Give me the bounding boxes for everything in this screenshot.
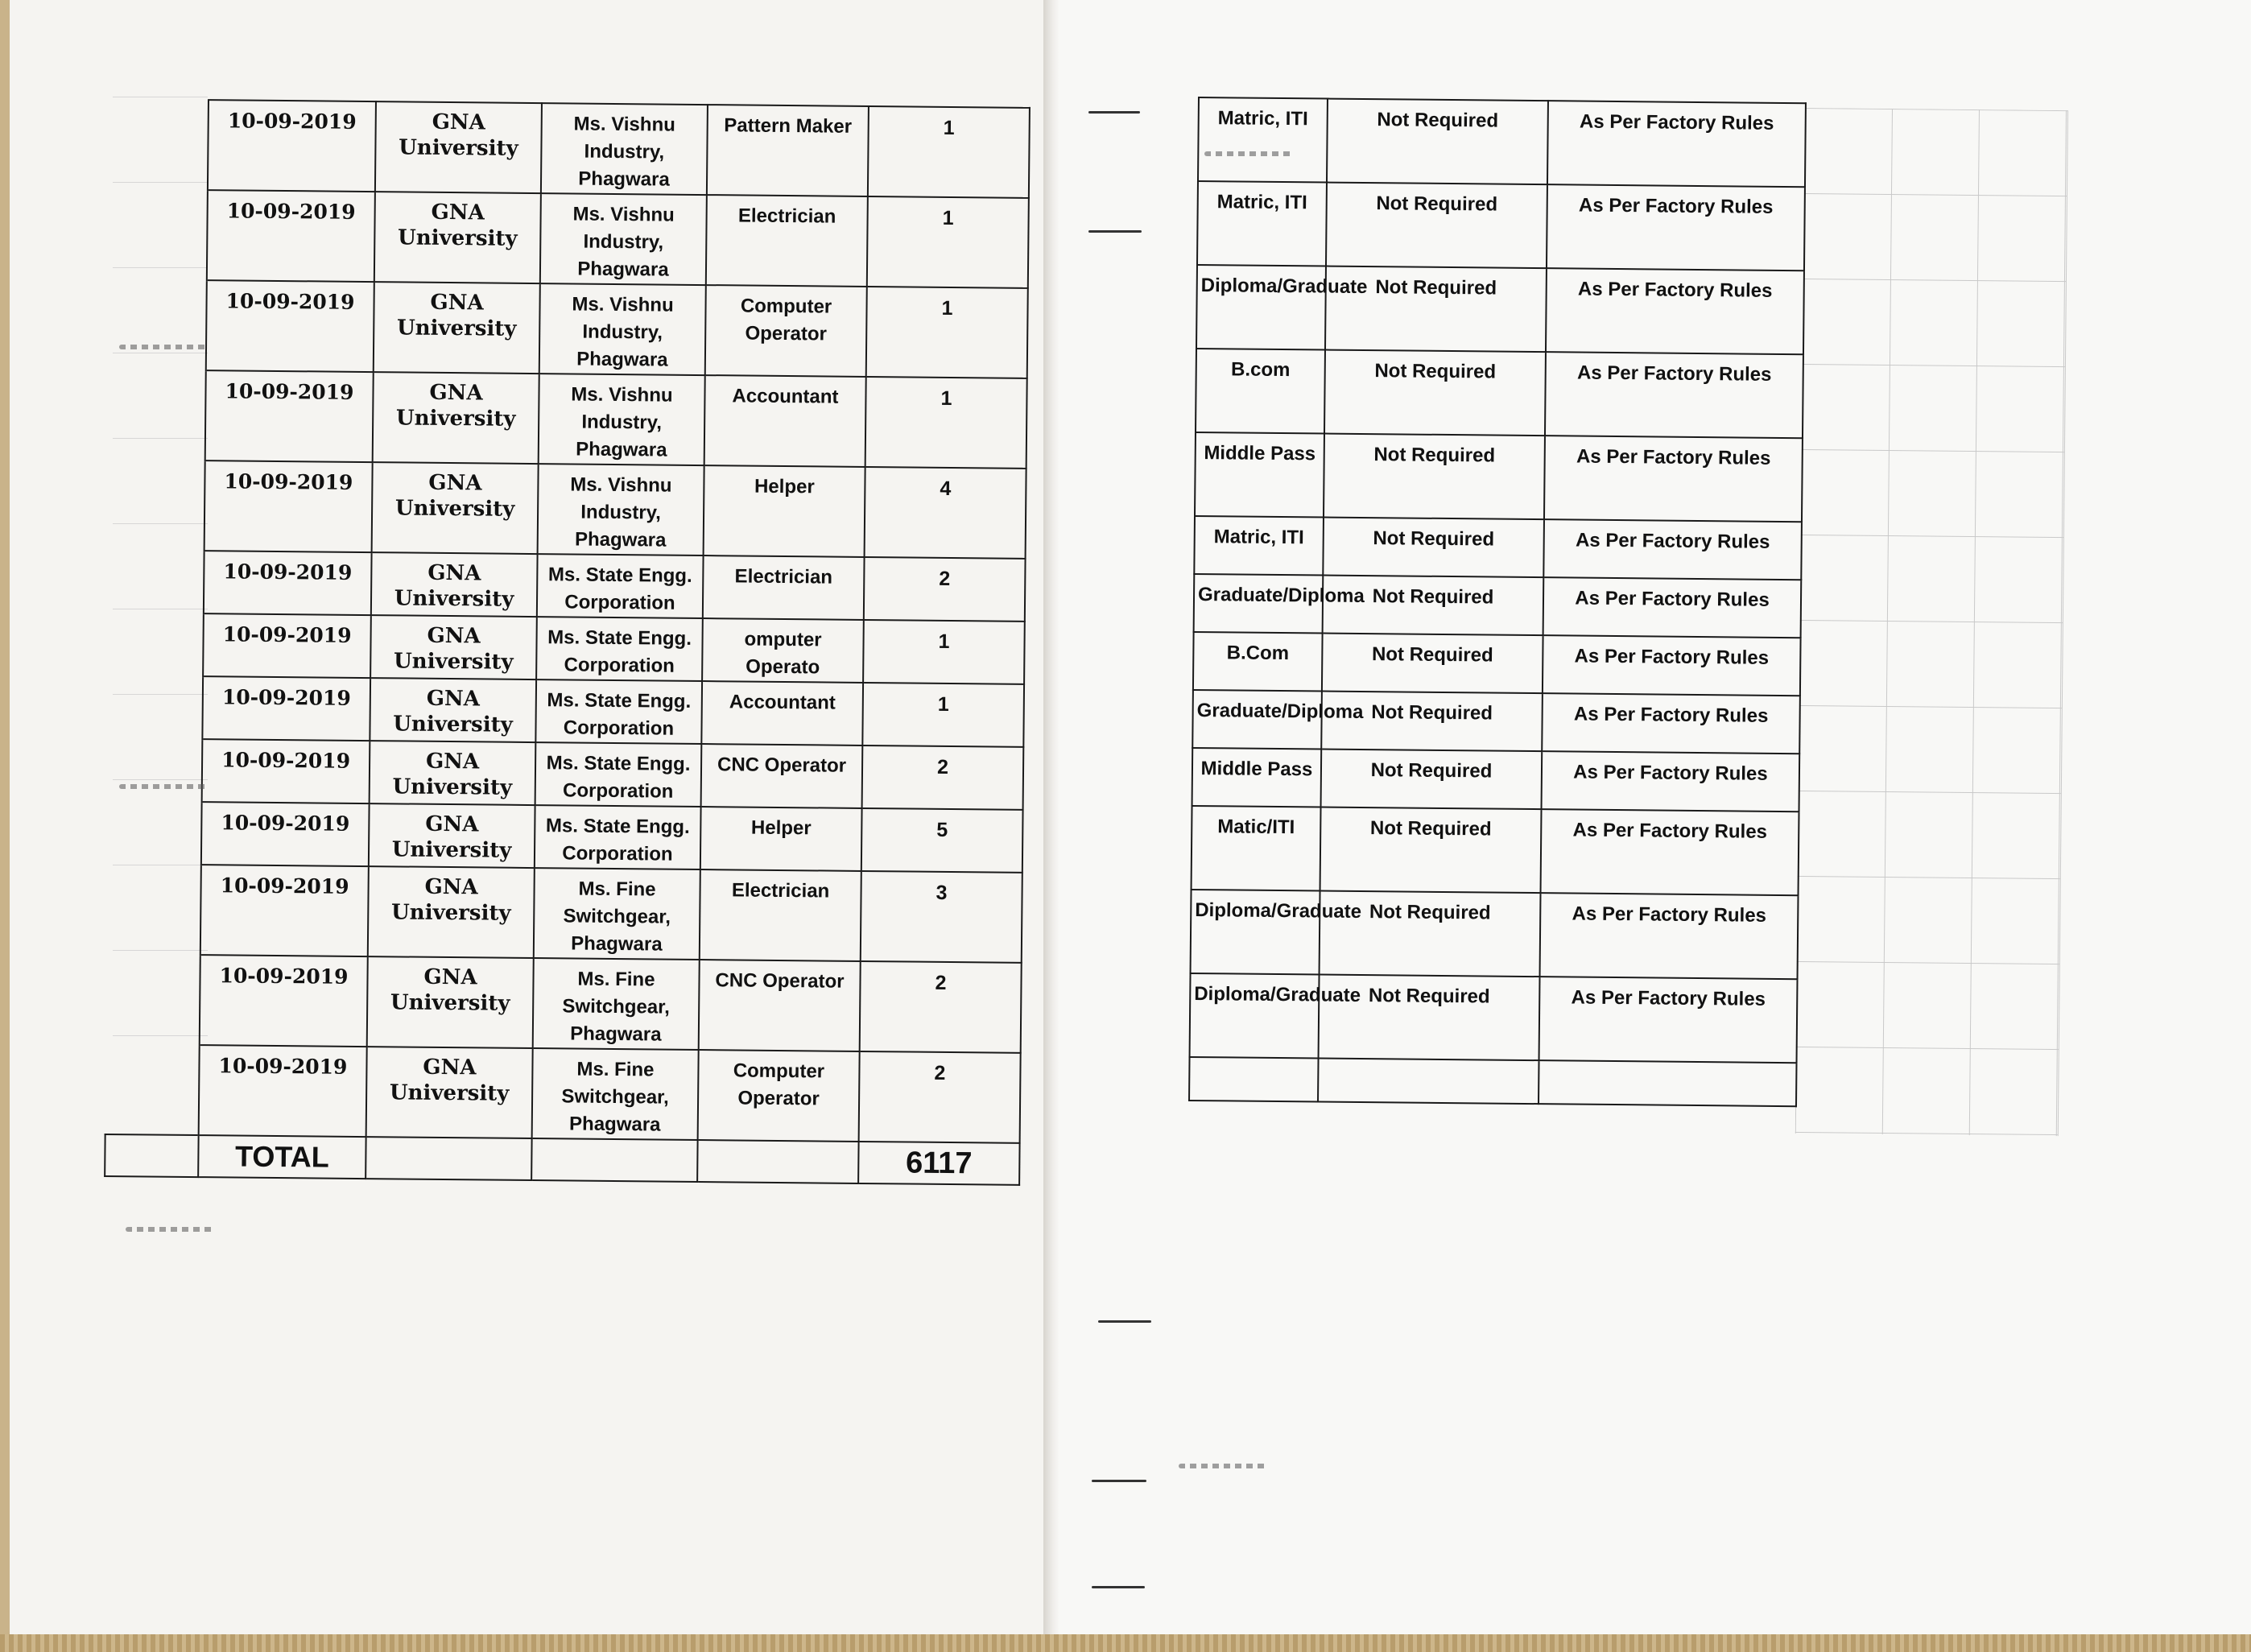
date-cell: 10-09-2019 <box>206 280 374 372</box>
margin-cell <box>111 460 205 551</box>
university-cell: GNA University <box>368 866 535 958</box>
experience-cell: Not Required <box>1324 434 1545 520</box>
salary-cell: As Per Factory Rules <box>1542 693 1800 754</box>
qualification-cell: Graduate/Diploma <box>1194 574 1324 634</box>
university-cell: GNA University <box>370 615 537 679</box>
vacancies-cell: 2 <box>862 745 1024 810</box>
table-row <box>110 550 1026 622</box>
date-cell: 10-09-2019 <box>204 551 372 615</box>
total-label: TOTAL <box>198 1135 366 1179</box>
table-row <box>1198 97 1806 187</box>
company-cell: Ms. State Engg. Corporation <box>535 805 701 869</box>
ink-smudge <box>1204 151 1293 156</box>
margin-cell <box>107 864 201 955</box>
salary-cell: As Per Factory Rules <box>1541 809 1799 895</box>
university-cell: GNA University <box>367 956 534 1048</box>
punch-mark <box>1092 1480 1146 1482</box>
experience-cell: Not Required <box>1321 750 1543 810</box>
margin-cell <box>109 738 203 802</box>
vacancies-cell: 4 <box>865 467 1026 559</box>
experience-cell: Not Required <box>1327 99 1548 185</box>
margin-cell <box>108 801 202 865</box>
margin-cell <box>106 954 200 1045</box>
punch-mark <box>1092 1586 1145 1588</box>
company-cell: Ms. State Engg. Corporation <box>535 679 702 744</box>
post-cell: omputer Operato <box>702 618 864 683</box>
punch-mark <box>1088 230 1142 233</box>
qualification-cell: Diploma/Graduate <box>1190 973 1320 1059</box>
empty-cell <box>1539 1060 1797 1106</box>
table-row <box>106 954 1022 1053</box>
vacancies-cell: 2 <box>864 557 1026 622</box>
university-cell: GNA University <box>369 803 535 868</box>
company-cell: Ms. State Engg. Corporation <box>537 554 704 618</box>
placement-table-body <box>105 99 1030 1185</box>
total-row <box>105 1134 1019 1185</box>
company-cell: Ms. Vishnu Industry, Phagwara <box>540 193 707 285</box>
table-row <box>1197 181 1805 271</box>
experience-cell: Not Required <box>1320 807 1542 894</box>
table-row <box>1192 690 1800 754</box>
company-cell: Ms. Fine Switchgear, Phagwara <box>532 1048 699 1140</box>
qualification-cell: Matic/ITI <box>1192 806 1321 891</box>
qualification-cell: Diploma/Graduate <box>1196 265 1326 350</box>
empty-cell <box>1189 1057 1319 1102</box>
experience-cell: Not Required <box>1320 891 1541 977</box>
margin-cell <box>109 613 204 676</box>
post-cell: CNC Operator <box>701 744 863 808</box>
salary-cell: As Per Factory Rules <box>1547 184 1805 271</box>
book-spine <box>1043 0 1059 1652</box>
table-row <box>1193 632 1801 696</box>
table-row <box>114 189 1029 288</box>
table-row <box>109 675 1024 747</box>
empty-cell <box>366 1137 531 1180</box>
table-row <box>113 279 1028 378</box>
date-cell: 10-09-2019 <box>207 190 375 282</box>
table-row <box>107 864 1022 963</box>
qualification-cell: Matric, ITI <box>1198 97 1328 183</box>
empty-cell <box>1318 1058 1539 1104</box>
qualification-table-body <box>1189 97 1806 1106</box>
table-row <box>109 738 1024 810</box>
salary-cell: As Per Factory Rules <box>1542 751 1800 812</box>
post-cell: Accountant <box>704 375 866 467</box>
experience-cell: Not Required <box>1323 518 1544 578</box>
vacancies-cell: 1 <box>867 196 1029 288</box>
university-cell: GNA University <box>374 282 540 374</box>
table-row <box>112 370 1027 469</box>
table-row <box>1191 890 1799 979</box>
date-cell: 10-09-2019 <box>202 676 370 741</box>
post-cell: Electrician <box>703 555 865 620</box>
date-cell: 10-09-2019 <box>208 100 376 192</box>
ink-smudge <box>126 1227 214 1232</box>
qualification-table <box>1188 97 1807 1107</box>
date-cell: 10-09-2019 <box>200 865 369 956</box>
salary-cell: As Per Factory Rules <box>1547 101 1806 187</box>
date-cell: 10-09-2019 <box>200 955 368 1047</box>
margin-cell <box>113 279 207 370</box>
salary-cell: As Per Factory Rules <box>1539 977 1798 1063</box>
company-cell: Ms. State Engg. Corporation <box>536 617 703 681</box>
table-row <box>1196 265 1804 354</box>
post-cell: Accountant <box>701 681 863 745</box>
table-row <box>114 99 1030 198</box>
post-cell: Electrician <box>700 869 861 961</box>
post-cell: Helper <box>704 465 865 557</box>
post-cell: Computer Operator <box>705 285 867 377</box>
date-cell: 10-09-2019 <box>205 370 374 462</box>
post-cell: Helper <box>700 807 862 871</box>
table-row <box>1194 516 1802 580</box>
date-cell: 10-09-2019 <box>203 613 371 678</box>
experience-cell: Not Required <box>1321 692 1543 752</box>
margin-cell <box>105 1044 200 1135</box>
margin-cell <box>114 99 209 190</box>
experience-cell: Not Required <box>1324 350 1546 436</box>
total-value: 6117 <box>858 1142 1019 1185</box>
post-cell: Computer Operator <box>698 1050 860 1142</box>
empty-cell <box>697 1140 858 1183</box>
company-cell: Ms. Vishnu Industry, Phagwara <box>541 103 708 195</box>
ink-smudge <box>119 784 208 789</box>
punch-mark <box>1098 1320 1151 1323</box>
margin-cell <box>114 189 208 280</box>
date-cell: 10-09-2019 <box>199 1045 367 1137</box>
date-cell: 10-09-2019 <box>204 460 373 552</box>
ink-smudge <box>119 345 208 349</box>
table-row <box>1192 748 1800 812</box>
blank-row <box>1189 1057 1796 1106</box>
salary-cell: As Per Factory Rules <box>1546 268 1804 354</box>
university-cell: GNA University <box>366 1047 533 1138</box>
company-cell: Ms. Fine Switchgear, Phagwara <box>533 958 700 1050</box>
desk-edge <box>0 1634 2251 1652</box>
qualification-cell: Middle Pass <box>1195 432 1324 518</box>
table-row <box>1190 973 1798 1063</box>
margin-cell <box>112 370 206 460</box>
company-cell: Ms. Vishnu Industry, Phagwara <box>539 374 705 465</box>
vacancies-cell: 2 <box>860 961 1022 1053</box>
experience-cell: Not Required <box>1325 266 1547 353</box>
salary-cell: As Per Factory Rules <box>1543 519 1802 580</box>
vacancies-cell: 1 <box>863 620 1025 684</box>
table-row <box>105 1044 1021 1143</box>
salary-cell: As Per Factory Rules <box>1544 436 1803 522</box>
university-cell: GNA University <box>375 101 542 193</box>
table-row <box>108 801 1023 873</box>
punch-mark <box>1088 111 1140 114</box>
university-cell: GNA University <box>370 678 536 742</box>
university-cell: GNA University <box>373 372 539 464</box>
date-cell: 10-09-2019 <box>201 802 370 866</box>
vacancies-cell: 1 <box>868 106 1030 198</box>
experience-cell: Not Required <box>1322 634 1543 694</box>
table-row <box>1194 574 1802 638</box>
post-cell: CNC Operator <box>699 960 861 1051</box>
table-row <box>109 613 1025 684</box>
qualification-cell: Diploma/Graduate <box>1191 890 1320 975</box>
placement-table <box>104 98 1031 1186</box>
margin-cell <box>110 550 204 613</box>
university-cell: GNA University <box>374 192 541 283</box>
table-row <box>1195 432 1803 522</box>
vacancies-cell: 3 <box>861 871 1022 963</box>
experience-cell: Not Required <box>1323 576 1544 636</box>
salary-cell: As Per Factory Rules <box>1545 352 1803 438</box>
university-cell: GNA University <box>372 462 539 554</box>
vacancies-cell: 1 <box>865 377 1027 469</box>
experience-cell: Not Required <box>1326 183 1547 269</box>
table-row <box>111 460 1026 559</box>
university-cell: GNA University <box>371 552 538 617</box>
salary-cell: As Per Factory Rules <box>1540 893 1799 979</box>
vacancies-cell: 2 <box>859 1051 1021 1143</box>
vacancies-cell: 1 <box>866 287 1028 378</box>
total-margin-cell <box>105 1134 198 1177</box>
qualification-cell: Matric, ITI <box>1194 516 1324 576</box>
experience-cell: Not Required <box>1319 974 1540 1060</box>
company-cell: Ms. Vishnu Industry, Phagwara <box>538 464 704 555</box>
university-cell: GNA University <box>370 741 536 805</box>
date-cell: 10-09-2019 <box>202 739 370 803</box>
post-cell: Electrician <box>706 195 868 287</box>
qualification-cell: B.com <box>1196 349 1325 434</box>
faint-grid-right <box>1795 108 2068 1136</box>
qualification-cell: Graduate/Diploma <box>1192 690 1322 750</box>
company-cell: Ms. Vishnu Industry, Phagwara <box>539 283 706 375</box>
qualification-cell: Middle Pass <box>1192 748 1322 807</box>
company-cell: Ms. Fine Switchgear, Phagwara <box>534 868 700 960</box>
empty-cell <box>531 1138 697 1182</box>
table-row <box>1192 806 1799 895</box>
vacancies-cell: 5 <box>861 808 1023 873</box>
ink-smudge <box>1179 1464 1267 1468</box>
salary-cell: As Per Factory Rules <box>1543 635 1801 696</box>
vacancies-cell: 1 <box>862 683 1024 747</box>
post-cell: Pattern Maker <box>707 105 869 196</box>
salary-cell: As Per Factory Rules <box>1543 577 1802 638</box>
qualification-cell: Matric, ITI <box>1197 181 1327 266</box>
margin-cell <box>109 675 203 739</box>
table-row <box>1196 349 1803 438</box>
qualification-cell: B.Com <box>1193 632 1323 692</box>
company-cell: Ms. State Engg. Corporation <box>535 742 702 807</box>
